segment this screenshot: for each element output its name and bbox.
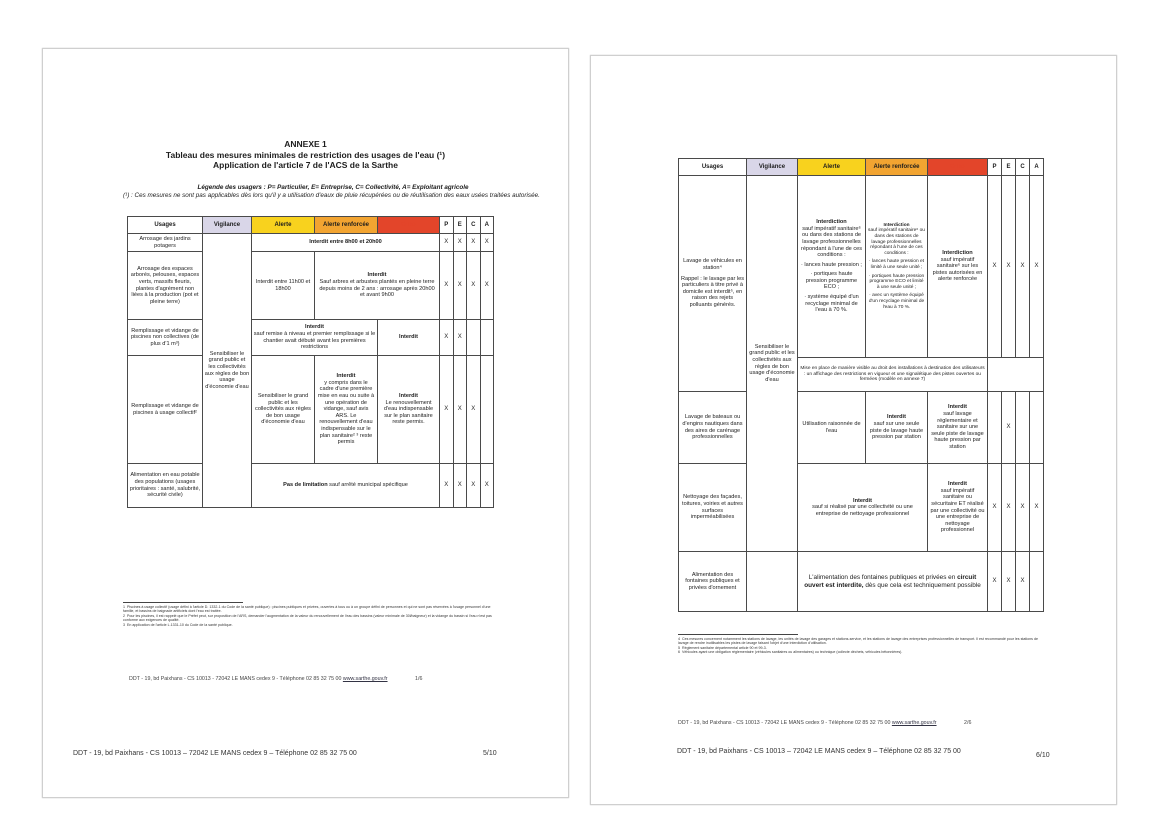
mark-p: X xyxy=(988,176,1002,358)
vigilance-empty xyxy=(747,552,798,612)
alerte-renforcee-cell: Interdit sauf sur une seule piste de lavage haute pression par station xyxy=(866,392,928,464)
mark-p: X xyxy=(440,320,454,356)
mark-c: X xyxy=(1016,552,1030,612)
site-link[interactable]: www.sarthe.gouv.fr xyxy=(342,676,388,682)
table-header-row xyxy=(679,159,1044,176)
mark-p: X xyxy=(440,464,454,508)
mark-empty xyxy=(480,356,494,464)
mark-e: X xyxy=(1002,464,1016,552)
usage-cell: Alimentation en eau potable des populations (usages prioritaires : santé, salubrité, sécurité civile) xyxy=(128,464,203,508)
mark-p: X xyxy=(440,234,454,252)
footnotes xyxy=(678,634,1043,655)
document-page-5 xyxy=(42,48,569,798)
mark-empty xyxy=(988,392,1002,464)
annex-subtitle: Tableau des mesures minimales de restriction des usages de l'eau (¹) xyxy=(165,149,446,160)
footnote-6: 6 Véhicules ayant une obligation réglementaire (véhicules sanitaires ou alimentaires) ou technique (collecte déchets, véhicules bétonnières). xyxy=(678,650,903,655)
annex-title-block xyxy=(43,139,568,171)
station-note-cell: Mise en place de manière visible au droit des installations à destination des utilisateurs : un affichage des restrictions en vigueur et une signalétique des pistes ouvertes ou fermées (modèle en annexe 7) xyxy=(798,358,988,392)
usage-cell: Nettoyage des façades, toitures, voiries et autres surfaces imperméabilisées xyxy=(679,464,747,552)
mark-e: X xyxy=(453,464,467,508)
header-c: C xyxy=(467,217,481,234)
table-header-row xyxy=(128,217,494,234)
table-row xyxy=(679,176,1044,358)
alerte-cell: Interdiction sauf impératif sanitaire⁶ ou dans des stations de lavage professionnelles répondant à l'une de ces conditions : · lances haute pression ; · portiques haute pression programme ECO ; · système équipé d'un recyclage minimal de l'eau à 70 %. xyxy=(798,176,866,358)
legend-line: Légende des usagers : P= Particulier, E= Entreprise, C= Collectivité, A= Exploitant agricole xyxy=(197,184,469,191)
table-row xyxy=(128,252,494,320)
table-row xyxy=(128,356,494,464)
legend-block xyxy=(123,184,543,199)
annex-subtitle-2: Application de l'article 7 de l'ACS de la Sarthe xyxy=(213,160,398,170)
footnote-rule xyxy=(678,634,798,635)
address-line: DDT - 19, bd Paixhans - CS 10013 - 72042 LE MANS cedex 9 - Téléphone 02 85 32 75 00 www.sarthe.gouv.fr 1/6 xyxy=(129,676,423,682)
mark-empty xyxy=(480,320,494,356)
bottom-address: DDT - 19, bd Paixhans - CS 10013 – 72042 LE MANS cedex 9 – Téléphone 02 85 32 75 00 xyxy=(73,750,357,757)
usage-cell: Remplissage et vidange de piscines non collectives (de plus d'1 m³) xyxy=(128,320,203,356)
mark-c: X xyxy=(467,356,481,464)
footnotes xyxy=(123,602,493,627)
usage-cell: Arrosage des espaces arborés, pelouses, espaces verts, massifs fleuris, plantes d'agrément non liées à la production (pot et pleine terre) xyxy=(128,252,203,320)
cell-title: Interdit xyxy=(399,393,418,400)
crise-cell: Interdiction sauf impératif sanitaire⁶ sur les pistes autorisées en alerte renforcée xyxy=(928,176,988,358)
header-vigilance: Vigilance xyxy=(203,217,252,234)
mark-empty xyxy=(1030,552,1044,612)
note-line: (¹) : Ces mesures ne sont pas applicables dès lors qu'il y a utilisation d'eaux de pluie récupérées ou de réutilisation des eaux usées traitées autorisée. xyxy=(123,191,540,199)
footnote-4: 4 Ces mesures concernent notamment les stations de lavage, les unités de lavage des garages et stations-service, et les stations de lavage des entreprises professionnelles de transport. Il est recommandé pour les stations de lavage de rendre inutilisables les pistes de lavage faisant l'objet d'une interdiction d'utilisation. xyxy=(678,637,1038,646)
usage-cell: Lavage de véhicules en station⁴ Rappel : le lavage par les particuliers à titre privé à domicile est interdit⁵, en raison des rejets polluants générés. xyxy=(679,176,747,392)
header-vigilance: Vigilance xyxy=(747,159,798,176)
table-row xyxy=(679,552,1044,612)
outer-page-number: 6/10 xyxy=(1036,752,1050,759)
header-alerte-renforcee: Alerte renforcée xyxy=(315,217,378,234)
usage-cell: Alimentation des fontaines publiques et privées d'ornement xyxy=(679,552,747,612)
header-a: A xyxy=(1030,159,1044,176)
site-link[interactable]: www.sarthe.gouv.fr xyxy=(891,720,937,726)
mark-e: X xyxy=(1002,552,1016,612)
cell-text: Sauf arbres et arbustes plantés en pleine terre depuis moins de 2 ans : arrosage après 20h00 et avant 9h00 xyxy=(319,278,435,299)
crise-cell: Interdit sauf impératif sanitaire ou sécuritaire ET réalisé par une collectivité ou une entreprise de nettoyage professionnel xyxy=(928,464,988,552)
mark-c: X xyxy=(1016,464,1030,552)
address-line: DDT - 19, bd Paixhans - CS 10013 - 72042 LE MANS cedex 9 - Téléphone 02 85 32 75 00 www.sarthe.gouv.fr 2/6 xyxy=(678,720,972,726)
measure-cell: Interdit entre 8h00 et 20h00 xyxy=(252,234,440,252)
alerte-renforcee-cell xyxy=(252,320,378,356)
outer-page-number: 5/10 xyxy=(483,750,497,757)
mark-e: X xyxy=(453,252,467,320)
header-crise: Crise xyxy=(928,159,988,176)
footnote-1: 1 Piscines à usage collectif (usage défini à l'article D. 1332-1 du Code de la santé publique) : piscines publiques et privées, ouvertes à tous ou à un groupe défini de personnes et qui ne sont pas réservées à l'usage personnel d'une famille, et bassins de baignade artificiels dont l'eau est traitée. xyxy=(123,605,491,614)
bottom-address: DDT - 19, bd Paixhans - CS 10013 – 72042 LE MANS cedex 9 – Téléphone 02 85 32 75 00 xyxy=(677,748,961,755)
mark-e: X xyxy=(453,234,467,252)
header-a: A xyxy=(480,217,494,234)
document-page-6 xyxy=(590,55,1117,805)
usage-cell: Remplissage et vidange de piscines à usage collectif² xyxy=(128,356,203,464)
mark-e: X xyxy=(1002,176,1016,358)
vigilance-cell: Sensibiliser le grand public et les collectivités aux règles de bon usage d'économie d'eau xyxy=(747,176,798,552)
mark-p: X xyxy=(440,252,454,320)
mark-e: X xyxy=(453,356,467,464)
mark-empty xyxy=(1016,392,1030,464)
mark-p: X xyxy=(988,464,1002,552)
alerte-cell: Utilisation raisonnée de l'eau xyxy=(798,392,866,464)
mark-a: X xyxy=(480,252,494,320)
mark-a: X xyxy=(480,464,494,508)
usage-cell: Arrosage des jardins potagers xyxy=(128,234,203,252)
crise-cell: Interdit sauf lavage réglementaire et sanitaire sur une seule piste de lavage haute pression par station xyxy=(928,392,988,464)
mark-c: X xyxy=(467,464,481,508)
header-e: E xyxy=(1002,159,1016,176)
table-row xyxy=(128,320,494,356)
cell-text: Le renouvellement d'eau indispensable sur le plan sanitaire reste permis. xyxy=(383,399,434,426)
footnote-rule xyxy=(123,602,243,603)
header-alerte: Alerte xyxy=(798,159,866,176)
usage-cell: Lavage de bateaux ou d'engins nautiques dans des aires de carénage professionnelles xyxy=(679,392,747,464)
restriction-table xyxy=(678,158,1044,612)
mark-p: X xyxy=(988,552,1002,612)
footnote-2: 2 Pour les piscines, il est rappelé que le Préfet peut, sur proposition de l'ARS, demander l'augmentation de la valeur du renouvellement de l'eau des bassins (valeur minimale de 30l/baigneur) et la vidange du bassin si l'eau n'est pas conforme aux exigences de qualité. xyxy=(123,613,492,623)
measure-cell xyxy=(252,464,440,508)
header-e: E xyxy=(453,217,467,234)
alerte-renforcee-cell: Interdiction sauf impératif sanitaire⁶ ou dans des stations de lavage professionnelles répondant à l'une de ces conditions : · lances haute pression et limité à une seule unité ; · portiques haute pression programme ECO et limité à une seule unité ; · avec un système équipé d'un recyclage minimal de l'eau à 70 %. xyxy=(866,176,928,358)
alerte-renforcee-cell: Interdit sauf si réalisé par une collectivité ou une entreprise de nettoyage professionnel xyxy=(798,464,928,552)
header-usages: Usages xyxy=(679,159,747,176)
measure-bold: Pas de limitation xyxy=(283,482,328,489)
table-row xyxy=(679,392,1044,464)
inner-page-number: 1/6 xyxy=(415,676,423,682)
alerte-renforcee-cell xyxy=(315,252,440,320)
alerte-renforcee-cell xyxy=(315,356,378,464)
header-c: C xyxy=(1016,159,1030,176)
annex-title: ANNEXE 1 xyxy=(284,139,327,149)
cell-title: Interdit xyxy=(367,272,387,279)
mark-a: X xyxy=(480,234,494,252)
alerte-cell: Interdit entre 11h00 et 18h00 xyxy=(252,252,315,320)
crise-cell: Interdit xyxy=(378,320,440,356)
cell-text: y compris dans le cadre d'une première mise en eau ou suite à une opération de vidange, sauf avis ARS. Le renouvellement d'eau indispensable sur le plan sanitaire² ³ reste permis xyxy=(317,379,375,446)
mark-e: X xyxy=(453,320,467,356)
table-row xyxy=(128,234,494,252)
cell-title: Interdit xyxy=(305,324,324,331)
header-p: P xyxy=(988,159,1002,176)
mark-empty xyxy=(1030,392,1044,464)
inner-page-number: 2/6 xyxy=(964,720,972,726)
table-row xyxy=(128,464,494,508)
footnote-3: 3 En application de l'article L.1331-10 du Code de la santé publique. xyxy=(123,622,233,627)
header-alerte: Alerte xyxy=(252,217,315,234)
cell-text: sauf remise à niveau et premier remplissage si le chantier avait débuté avant les premières restrictions xyxy=(253,330,376,351)
mark-a: X xyxy=(1030,176,1044,358)
header-alerte-renforcee: Alerte renforcée xyxy=(866,159,928,176)
mark-c: X xyxy=(467,234,481,252)
restriction-table xyxy=(127,216,494,508)
mark-c: X xyxy=(1016,176,1030,358)
mark-e: X xyxy=(1002,392,1016,464)
measure-text: sauf arrêté municipal spécifique xyxy=(329,482,408,489)
header-usages: Usages xyxy=(128,217,203,234)
alerte-cell: Sensibiliser le grand public et les collectivités aux règles de bon usage d'économie d'eau xyxy=(252,356,315,464)
crise-cell xyxy=(378,356,440,464)
mark-p: X xyxy=(440,356,454,464)
mark-a: X xyxy=(1030,464,1044,552)
header-crise: Crise xyxy=(378,217,440,234)
measure-cell: L'alimentation des fontaines publiques et privées en circuit ouvert est interdite, dès que cela est techniquement possible xyxy=(798,552,988,612)
cell-title: Interdit xyxy=(336,373,356,380)
footnote-5: 5 Règlement sanitaire départemental article 90 et 99-3. xyxy=(678,645,767,650)
table-row xyxy=(679,464,1044,552)
mark-empty xyxy=(467,320,481,356)
mark-c: X xyxy=(467,252,481,320)
vigilance-cell: Sensibiliser le grand public et les collectivités aux règles de bon usage d'économie d'eau xyxy=(203,234,252,508)
marks-empty xyxy=(988,358,1044,392)
header-p: P xyxy=(440,217,454,234)
